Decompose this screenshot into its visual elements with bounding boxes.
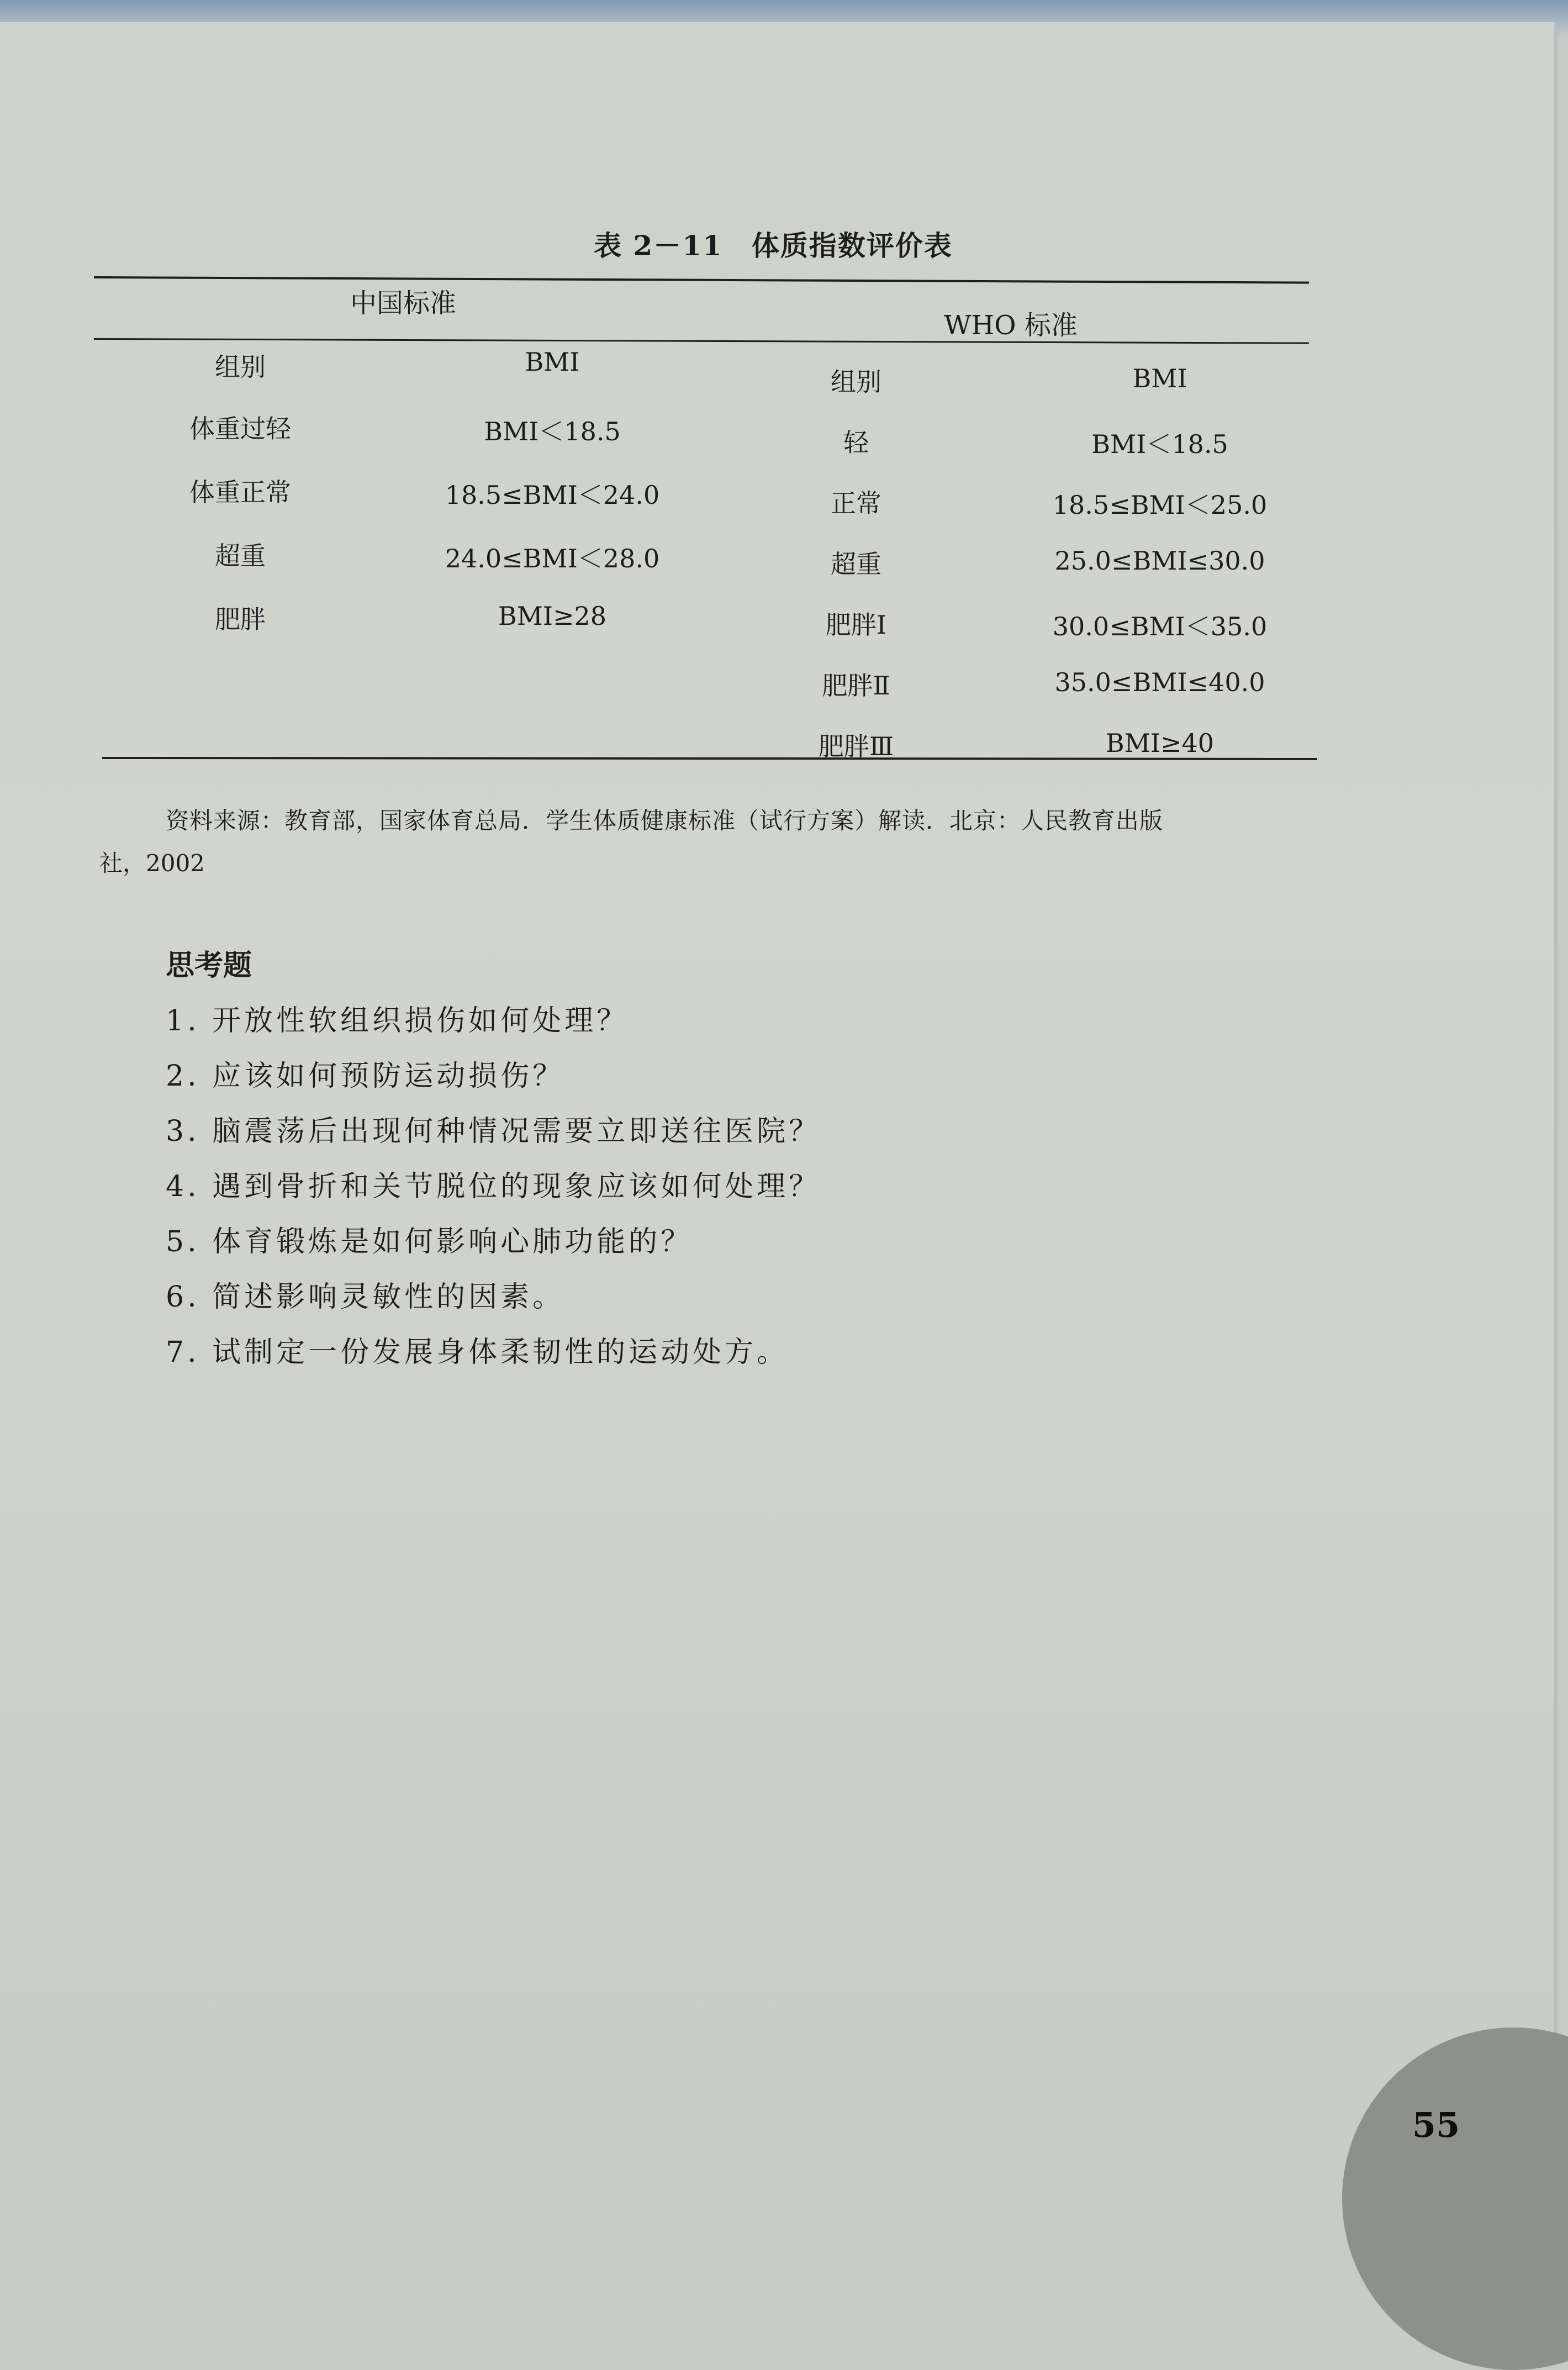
- question-item: 3. 脑震荡后出现何种情况需要立即送往医院？: [166, 1115, 821, 1148]
- who-standard-header: WHO 标准: [944, 310, 1078, 341]
- china-group-cell: 体重正常: [189, 477, 291, 507]
- who-group-cell: 肥胖Ⅲ: [818, 731, 894, 761]
- book-page: [0, 22, 1558, 2194]
- china-bmi-label: BMI: [525, 347, 580, 377]
- page-corner-shadow: [1342, 2027, 1568, 2370]
- question-item: 5. 体育锻炼是如何影响心肺功能的？: [166, 1225, 693, 1258]
- who-bmi-label: BMI: [1132, 364, 1187, 393]
- who-group-label: 组别: [831, 367, 881, 397]
- who-bmi-cell: 25.0≤BMI≤30.0: [1054, 546, 1265, 576]
- who-group-cell: 轻: [843, 428, 869, 457]
- who-bmi-cell: 30.0≤BMI＜35.0: [1052, 612, 1268, 641]
- page-number: 55: [1412, 2105, 1460, 2145]
- who-bmi-cell: BMI≥40: [1105, 728, 1215, 758]
- china-group-label: 组别: [215, 352, 266, 382]
- table-title: 表 2－11 体质指数评价表: [594, 229, 953, 262]
- china-bmi-cell: BMI≥28: [498, 601, 607, 631]
- china-group-cell: 体重过轻: [189, 414, 291, 444]
- source-note-continued: 社，2002: [99, 850, 205, 877]
- who-group-cell: 正常: [831, 488, 881, 518]
- question-item: 2. 应该如何预防运动损伤？: [166, 1060, 565, 1093]
- china-bmi-cell: 24.0≤BMI＜28.0: [445, 544, 660, 573]
- question-item: 4. 遇到骨折和关节脱位的现象应该如何处理？: [166, 1170, 821, 1203]
- china-standard-header: 中国标准: [350, 288, 456, 319]
- question-item: 6. 简述影响灵敏性的因素。: [166, 1281, 565, 1314]
- questions-heading: 思考题: [166, 949, 252, 982]
- question-item: 1. 开放性软组织损伤如何处理？: [166, 1004, 629, 1037]
- who-group-cell: 肥胖Ⅰ: [825, 610, 887, 640]
- source-note: 资料来源：教育部，国家体育总局．学生体质健康标准（试行方案）解读．北京：人民教育出版: [166, 807, 1164, 834]
- china-group-cell: 超重: [215, 541, 266, 571]
- who-bmi-cell: 18.5≤BMI＜25.0: [1052, 490, 1268, 520]
- question-item: 7. 试制定一份发展身体柔韧性的运动处方。: [166, 1336, 789, 1369]
- china-group-cell: 肥胖: [215, 604, 266, 634]
- who-group-cell: 肥胖Ⅱ: [822, 671, 890, 701]
- china-bmi-cell: BMI＜18.5: [484, 417, 621, 446]
- who-group-cell: 超重: [831, 549, 881, 579]
- china-bmi-cell: 18.5≤BMI＜24.0: [445, 480, 660, 510]
- who-bmi-cell: BMI＜18.5: [1091, 429, 1228, 459]
- who-bmi-cell: 35.0≤BMI≤40.0: [1054, 667, 1265, 697]
